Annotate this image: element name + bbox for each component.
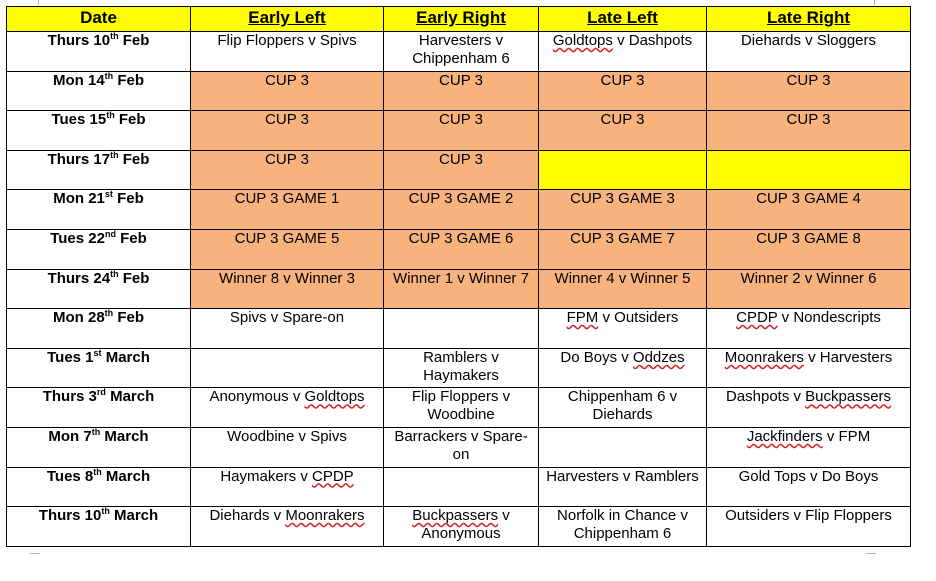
fixture-cell-late-left <box>539 427 707 467</box>
date-day: Thurs 17 <box>47 150 111 168</box>
fixture-cell-early-right: Harvesters v Chippenham 6 <box>384 32 539 72</box>
page-corner-mark <box>866 553 876 554</box>
fixture-cell-late-right: CUP 3 GAME 8 <box>707 229 911 269</box>
spellcheck-flagged-word: Jackfinders <box>746 427 823 445</box>
date-month: Feb <box>118 269 150 287</box>
date-ordinal-suffix: th <box>104 71 114 81</box>
date-cell <box>7 269 191 309</box>
fixture-cell-early-left: CUP 3 <box>191 71 384 111</box>
date-day: Tues 1 <box>47 348 94 366</box>
fixture-cell-early-left: Spivs v Spare-on <box>191 309 384 349</box>
spellcheck-flagged-word: Moonrakers <box>285 507 365 525</box>
fixture-cell-early-right: CUP 3 <box>384 71 539 111</box>
spellcheck-flagged-word: Oddzes <box>632 348 685 366</box>
date-ordinal-suffix: st <box>93 348 102 358</box>
date-cell <box>7 71 191 111</box>
table-row <box>7 111 911 151</box>
table-row <box>7 467 911 507</box>
fixture-cell-early-right <box>384 467 539 507</box>
header-late-right: Late Right <box>707 7 911 32</box>
spellcheck-flagged-word: CPDP <box>312 467 354 485</box>
date-month: March <box>109 507 159 525</box>
date-cell <box>7 32 191 72</box>
fixture-cell-early-left: Anonymous v Goldtops <box>191 388 384 428</box>
date-cell <box>7 190 191 230</box>
header-late-left: Late Left <box>539 7 707 32</box>
date-ordinal-suffix: st <box>104 189 113 200</box>
table-row <box>7 309 911 349</box>
fixture-cell-early-right: Buckpassers v Anonymous <box>384 507 539 547</box>
fixture-cell-late-right: CUP 3 GAME 4 <box>707 190 911 230</box>
date-ordinal-suffix: rd <box>96 387 106 398</box>
spellcheck-flagged-word: FPM <box>566 309 599 327</box>
fixture-cell-early-right: CUP 3 GAME 6 <box>384 229 539 269</box>
fixture-cell-early-left: Diehards v Moonrakers <box>191 507 384 547</box>
date-cell <box>7 111 191 151</box>
fixture-cell-early-right <box>384 309 539 349</box>
fixture-cell-early-left: CUP 3 GAME 1 <box>191 190 384 230</box>
fixture-cell-early-right: Barrackers v Spare-on <box>384 427 539 467</box>
date-day: Mon 21 <box>53 190 105 208</box>
fixture-cell-late-left: Do Boys v Oddzes <box>539 348 707 388</box>
fixture-cell-late-left: Harvesters v Ramblers <box>539 467 707 507</box>
fixture-cell-early-left: Woodbine v Spivs <box>191 427 384 467</box>
date-month: Feb <box>118 32 150 49</box>
date-month: Feb <box>114 111 146 129</box>
date-day: Thurs 10 <box>38 507 102 525</box>
fixture-cell-late-right: Dashpots v Buckpassers <box>707 388 911 428</box>
date-day: Mon 7 <box>48 427 92 445</box>
table-row <box>7 507 911 547</box>
fixture-cell-late-left: CUP 3 GAME 7 <box>539 229 707 269</box>
date-month: Feb <box>113 309 145 327</box>
table-row <box>7 388 911 428</box>
fixture-cell-early-right: Ramblers v Haymakers <box>384 348 539 388</box>
fixture-cell-late-right: Gold Tops v Do Boys <box>707 467 911 507</box>
fixture-cell-late-right: Diehards v Sloggers <box>707 32 911 72</box>
date-month: March <box>105 388 155 406</box>
page-corner-mark <box>30 553 40 554</box>
fixture-cell-late-right: Jackfinders v FPM <box>707 427 911 467</box>
fixture-cell-early-left: CUP 3 <box>191 111 384 151</box>
fixture-cell-early-left <box>191 348 384 388</box>
date-day: Tues 15 <box>51 111 107 129</box>
spellcheck-flagged-word: Goldtops <box>552 32 613 49</box>
date-cell <box>7 348 191 388</box>
fixture-cell-late-right: Outsiders v Flip Floppers <box>707 507 911 547</box>
fixture-cell-early-right: CUP 3 <box>384 150 539 190</box>
fixture-cell-late-left: Chippenham 6 v Diehards <box>539 388 707 428</box>
fixture-cell-late-left <box>539 150 707 190</box>
date-month: Feb <box>115 229 147 247</box>
date-cell <box>7 427 191 467</box>
table-row <box>7 150 911 190</box>
fixture-cell-early-right: CUP 3 <box>384 111 539 151</box>
fixture-cell-early-left: Winner 8 v Winner 3 <box>191 269 384 309</box>
fixture-cell-late-left: CUP 3 <box>539 111 707 151</box>
date-cell <box>7 388 191 428</box>
date-month: March <box>101 467 151 485</box>
date-month: Feb <box>112 190 144 208</box>
fixture-cell-late-left: Goldtops v Dashpots <box>539 32 707 72</box>
header-row <box>7 7 911 32</box>
fixture-cell-early-left: CUP 3 <box>191 150 384 190</box>
date-day: Mon 28 <box>52 309 105 327</box>
fixture-cell-early-left: Flip Floppers v Spivs <box>191 32 384 72</box>
fixture-cell-early-left: Haymakers v CPDP <box>191 467 384 507</box>
fixture-cell-early-left: CUP 3 GAME 5 <box>191 229 384 269</box>
fixture-cell-late-right: Winner 2 v Winner 6 <box>707 269 911 309</box>
date-ordinal-suffix: th <box>93 467 102 477</box>
table-row <box>7 229 911 269</box>
table-row <box>7 32 911 72</box>
fixture-cell-late-right: Moonrakers v Harvesters <box>707 348 911 388</box>
table-row <box>7 348 911 388</box>
table-row <box>7 190 911 230</box>
fixture-cell-late-left: FPM v Outsiders <box>539 309 707 349</box>
date-month: Feb <box>113 71 145 89</box>
date-cell <box>7 229 191 269</box>
date-cell <box>7 507 191 547</box>
page-corner-mark <box>30 0 39 5</box>
spellcheck-flagged-word: Buckpassers <box>412 507 499 525</box>
date-ordinal-suffix: th <box>106 110 115 121</box>
date-ordinal-suffix: th <box>110 150 119 160</box>
date-day: Thurs 10 <box>47 32 111 49</box>
fixture-cell-late-right: CPDP v Nondescripts <box>707 309 911 349</box>
fixture-cell-late-left: CUP 3 GAME 3 <box>539 190 707 230</box>
table-row <box>7 427 911 467</box>
header-early-left: Early Left <box>191 7 384 32</box>
fixture-cell-early-right: CUP 3 GAME 2 <box>384 190 539 230</box>
table-row <box>7 71 911 111</box>
date-ordinal-suffix: th <box>101 506 110 517</box>
date-cell <box>7 467 191 507</box>
date-day: Thurs 3 <box>42 388 97 406</box>
header-early-right: Early Right <box>384 7 539 32</box>
fixture-cell-late-left: Norfolk in Chance v Chippenham 6 <box>539 507 707 547</box>
date-day: Tues 22 <box>50 229 105 247</box>
date-ordinal-suffix: th <box>91 427 101 437</box>
fixture-cell-late-right: CUP 3 <box>707 71 911 111</box>
fixture-cell-late-left: CUP 3 <box>539 71 707 111</box>
date-day: Thurs 24 <box>47 269 111 287</box>
fixture-cell-early-right: Winner 1 v Winner 7 <box>384 269 539 309</box>
spellcheck-flagged-word: CPDP <box>736 309 778 327</box>
spellcheck-flagged-word: Goldtops <box>304 388 365 406</box>
header-date: Date <box>7 7 191 32</box>
fixture-cell-late-right <box>707 150 911 190</box>
table-row <box>7 269 911 309</box>
fixture-cell-late-right: CUP 3 <box>707 111 911 151</box>
date-ordinal-suffix: nd <box>104 229 116 239</box>
spellcheck-flagged-word: Buckpassers <box>805 388 892 406</box>
date-cell <box>7 150 191 190</box>
date-ordinal-suffix: th <box>110 269 119 279</box>
fixture-cell-late-left: Winner 4 v Winner 5 <box>539 269 707 309</box>
date-day: Mon 14 <box>52 71 105 89</box>
date-month: Feb <box>118 150 150 168</box>
date-day: Tues 8 <box>46 467 94 485</box>
date-cell <box>7 309 191 349</box>
spellcheck-flagged-word: Moonrakers <box>724 348 804 366</box>
page-corner-mark <box>866 0 875 5</box>
date-month: March <box>101 348 150 366</box>
date-month: March <box>100 427 149 445</box>
fixture-cell-early-right: Flip Floppers v Woodbine <box>384 388 539 428</box>
date-ordinal-suffix: th <box>104 308 114 319</box>
fixtures-table <box>6 6 911 547</box>
fixtures-body <box>7 32 911 547</box>
date-ordinal-suffix: th <box>110 31 119 41</box>
